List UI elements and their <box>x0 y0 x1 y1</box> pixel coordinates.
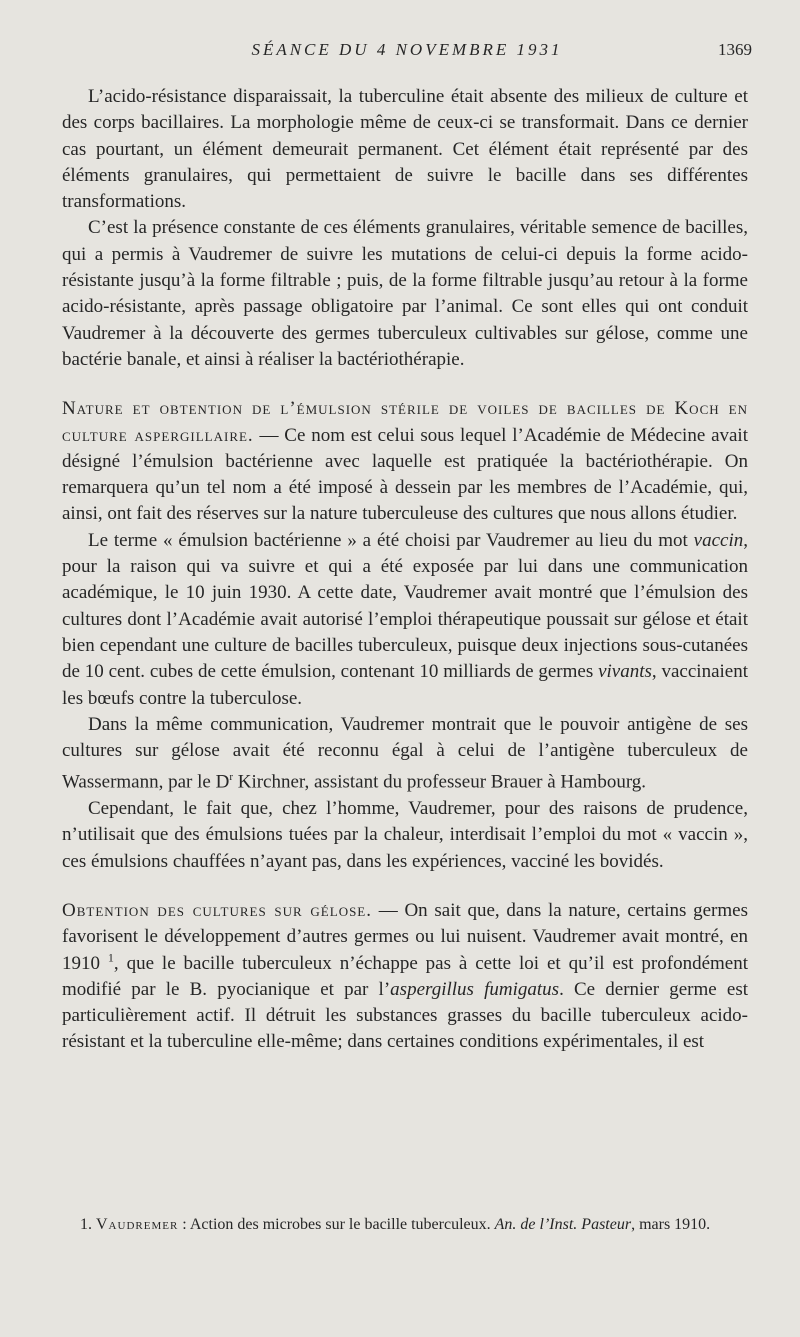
footnote-author: Vaudremer <box>96 1216 179 1233</box>
section-heading-nature: Nature et obtention de l’émulsion stérile de voiles de bacilles de Koch en culture aspergillaire. <box>62 398 748 446</box>
running-title: SÉANCE DU 4 NOVEMBRE 1931 <box>251 40 563 59</box>
page-number: 1369 <box>718 40 752 59</box>
paragraph-4 <box>62 528 748 712</box>
s2-text-a: — On sait que, dans la nature, certains germes favorisent le développement d’autres germes ou lui nuisent. Vaudremer avait montré, en 1910 <box>62 899 748 974</box>
paragraph-6: Cependant, le fait que, chez l’homme, Vaudremer, pour des raisons de prudence, n’utilisait que des émulsions tuées par la chaleur, interdisait l’emploi du mot « vaccin », ces émulsions chauffées n’ayant pas, dans les expériences, vacciné les bovidés. <box>62 798 748 872</box>
body-text <box>62 84 748 1056</box>
section-text-nature: — Ce nom est celui sous lequel l’Académie de Médecine avait désigné l’émulsion bactérienne avec laquelle est pratiquée la bactériothérapie. On remarquera qu’un tel nom a été imposé à dessein par les membres de l’Académie, qui, ainsi, ont fait des réserves sur la nature tuberculeuse des cultures que nous allons étudier. <box>62 424 748 525</box>
p4-italic-vaccin: vaccin <box>693 529 744 551</box>
footnote-journal: An. de l’Inst. Pasteur <box>494 1216 632 1233</box>
section-nature <box>62 396 748 527</box>
footnote-1 <box>62 1214 748 1235</box>
running-head <box>62 40 752 66</box>
p4-italic-vivants: vivants <box>598 661 652 683</box>
p4-text-a: Le terme « émulsion bactérienne » a été choisi par Vaudremer au lieu du mot <box>88 529 694 551</box>
p5-text-b: Kirchner, assistant du professeur Brauer à Hambourg. <box>232 771 647 793</box>
p5-text-a: Dans la même communication, Vaudremer montrait que le pouvoir antigène de ses cultures sur gélose avait été reconnu égal à celui de l’antigène tuberculeux de Wassermann, par le D <box>62 713 748 793</box>
p4-text-c: , pour la raison qui va suivre et qui a été exposée par lui dans une communication académique, le 10 juin 1930. A cette date, Vaudremer avait montré que l’émulsion des cultures dont l’Académie avait autorisé l’emploi thérapeutique poussait sur gélose et était bien cependant une culture de bacilles tuberculeux, puisque deux injections sous-cutanées de 10 cent. cubes de cette émulsion, contenant 10 milliards de germes <box>62 529 748 683</box>
footnote-text: : Action des microbes sur le bacille tuberculeux. <box>178 1216 495 1233</box>
section-heading-obtention: Obtention des cultures sur gélose. <box>62 899 372 921</box>
footnote <box>62 1214 748 1235</box>
section-obtention <box>62 898 748 1056</box>
p4-text-e: , vaccinaient les bœufs contre la tuberculose. <box>62 661 748 709</box>
footnote-number: 1. <box>80 1216 92 1233</box>
s2-text-b: , que le bacille tuberculeux n’échappe pas à cette loi et qu’il est profondément modifié par le B. pyocianique et par l’ <box>62 952 749 1000</box>
paragraph-2: C’est la présence constante de ces éléments granulaires, véritable semence de bacilles, qui a permis à Vaudremer de suivre les mutations de celui-ci depuis la forme acido-résistante jusqu’à la forme filtrable ; puis, de la forme filtrable jusqu’au retour à la forme acido-résistante, après passage obligatoire par l’animal. Ce sont elles qui ont conduit Vaudremer à la découverte des germes tuberculeux cultivables sur gélose, comme une bactérie banale, et ainsi à réaliser la bactériothérapie. <box>62 217 748 370</box>
s2-italic-aspergillus: aspergillus fumigatus <box>390 978 560 1000</box>
footnote-reference: 1 <box>107 950 114 965</box>
paragraph-5 <box>62 712 748 796</box>
p5-superscript: r <box>229 771 233 784</box>
s2-text-d: . Ce dernier germe est particulièrement actif. Il détruit les substances grasses du bacille tuberculeux acido-résistant et la tuberculine elle-même; dans certaines conditions expérimentales, il est <box>62 978 749 1053</box>
paragraph-1: L’acido-résistance disparaissait, la tuberculine était absente des milieux de culture et des corps bacillaires. La morphologie même de ceux-ci se transformait. Dans ce dernier cas pourtant, un élément demeurait permanent. Cet élément était représenté par des éléments granulaires, qui permettaient de suivre le bacille dans ses différentes transformations. <box>62 86 748 213</box>
footnote-date: , mars 1910. <box>631 1216 711 1233</box>
